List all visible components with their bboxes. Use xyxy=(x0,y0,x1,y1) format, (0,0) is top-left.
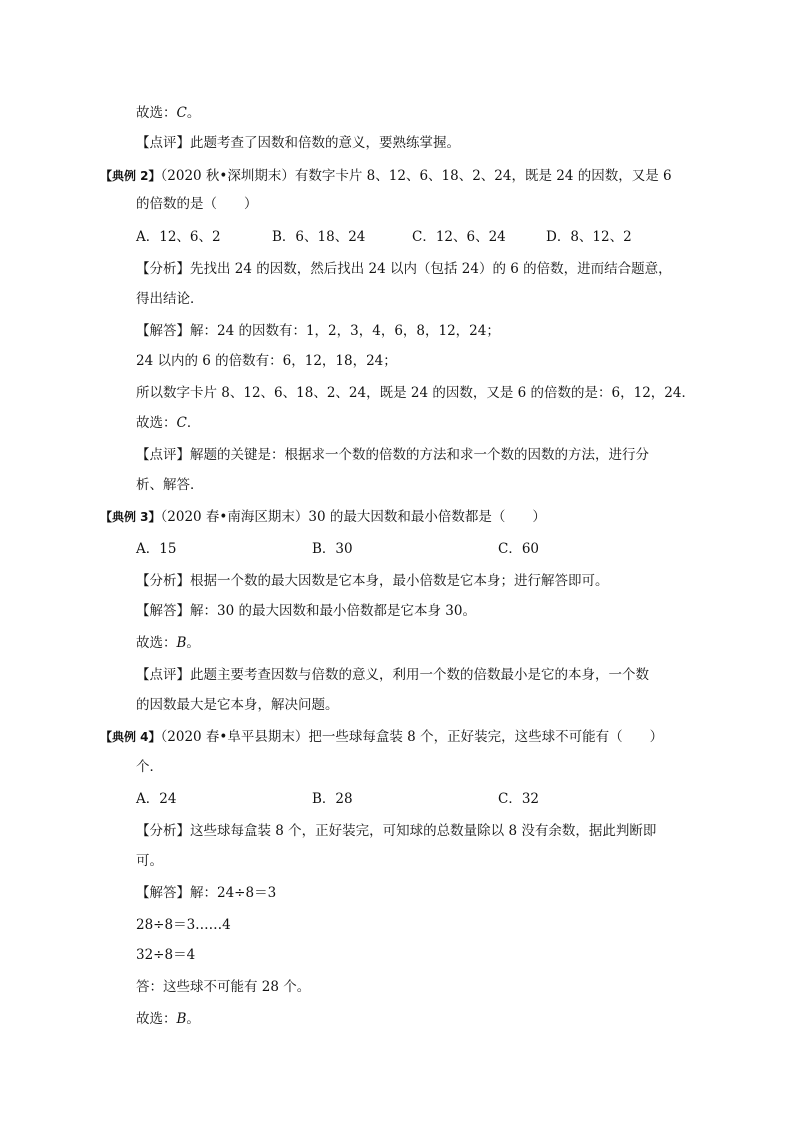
option-a: A．15 xyxy=(136,541,177,557)
answer-line: 【解答】解：24 的因数有：1，2，3，4，6，8，12，24； xyxy=(136,323,500,339)
choice-line: 故选：C． xyxy=(136,415,201,431)
example-tag: 【典例 3】 xyxy=(100,510,161,524)
answer-line-3: 32÷8＝4 xyxy=(136,947,196,963)
analysis-line: 【分析】这些球每盒装 8 个，正好装完，可知球的总数量除以 8 没有余数，据此判断即 xyxy=(136,823,657,839)
option-c: C．60 xyxy=(498,541,540,557)
choice-line: 故选：B。 xyxy=(136,635,200,651)
analysis-line: 【分析】根据一个数的最大因数是它本身，最小倍数是它本身；进行解答即可。 xyxy=(136,573,609,589)
review-line: 【点评】解题的关键是：根据求一个数的倍数的方法和求一个数的因数的方法，进行分 xyxy=(136,447,649,463)
example-tag: 【典例 2】 xyxy=(100,169,161,183)
analysis-line: 【分析】先找出 24 的因数，然后找出 24 以内（包括 24）的 6 的倍数，进而结合题意， xyxy=(136,261,672,277)
option-b: B．28 xyxy=(312,791,353,807)
option-a: A．12、6、2 xyxy=(136,229,221,245)
option-b: B．6、18、24 xyxy=(272,229,366,245)
choice-line: 故选：C。 xyxy=(136,105,201,121)
example-2-question: 【典例 2】（2020 秋•深圳期末）有数字卡片 8、12、6、18、2、24，既是 24 的因数，又是 6 xyxy=(100,168,672,184)
example-4-question: 【典例 4】（2020 春•阜平县期末）把一些球每盒装 8 个，正好装完，这些球不可能有（ ） xyxy=(100,729,664,745)
example-4-question-cont: 个． xyxy=(136,759,163,775)
option-c: C．32 xyxy=(498,791,540,807)
review-line-cont: 的因数最大是它本身，解决问题。 xyxy=(136,697,339,713)
option-c: C．12、6、24 xyxy=(412,229,506,245)
option-a: A．24 xyxy=(136,791,177,807)
review-line-cont: 析、解答． xyxy=(136,477,204,493)
choice-line: 故选：B。 xyxy=(136,1011,200,1027)
analysis-line-cont: 可。 xyxy=(136,853,163,869)
example-tag: 【典例 4】 xyxy=(100,730,161,744)
review-line: 【点评】此题主要考查因数与倍数的意义，利用一个数的倍数最小是它的本身，一个数 xyxy=(136,667,649,683)
answer-line: 【解答】解：30 的最大因数和最小倍数都是它本身 30。 xyxy=(136,603,476,619)
answer-line-2: 24 以内的 6 的倍数有：6，12，18，24； xyxy=(136,353,397,369)
answer-line-4: 答：这些球不可能有 28 个。 xyxy=(136,979,311,995)
option-b: B．30 xyxy=(312,541,353,557)
review-line: 【点评】此题考查了因数和倍数的意义，要熟练掌握。 xyxy=(136,135,460,151)
answer-line-2: 28÷8＝3……4 xyxy=(136,917,231,933)
answer-line: 【解答】解：24÷8＝3 xyxy=(136,885,277,901)
analysis-line-cont: 得出结论． xyxy=(136,291,204,307)
option-d: D．8、12、2 xyxy=(546,229,632,245)
example-2-question-cont: 的倍数的是（ ） xyxy=(136,196,258,212)
answer-line-3: 所以数字卡片 8、12、6、18、2、24，既是 24 的因数，又是 6 的倍数的是：6，12，24． xyxy=(136,385,695,401)
example-3-question: 【典例 3】（2020 春•南海区期末）30 的最大因数和最小倍数都是（ ） xyxy=(100,509,546,525)
